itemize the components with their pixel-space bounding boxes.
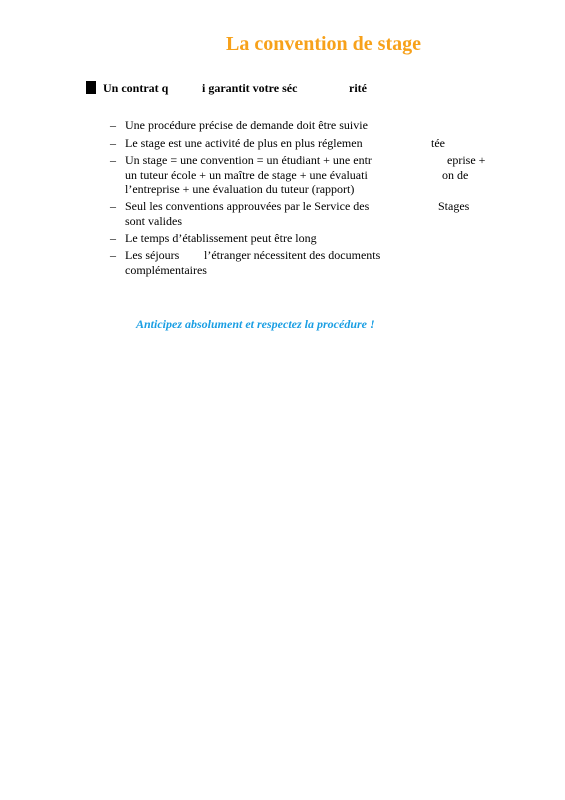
page-title: La convention de stage (226, 33, 421, 55)
square-bullet-icon (86, 81, 96, 94)
list-item-text: Le temps d’établissement peut être long (125, 231, 317, 245)
list-item-text-fragment: Stages (438, 199, 470, 213)
dash-bullet: – (110, 248, 116, 262)
list-item-text: complémentaires (125, 263, 207, 277)
list-item-text: Une procédure précise de demande doit être suivie (125, 118, 368, 132)
dash-bullet: – (110, 199, 116, 213)
section-heading-part-1: Un contrat q (103, 81, 169, 95)
dash-bullet: – (110, 136, 116, 150)
list-item-text-fragment: on de (442, 168, 469, 182)
list-item-text-fragment: eprise + (447, 153, 486, 167)
dash-bullet: – (110, 231, 116, 245)
list-item-text: Les séjours (125, 248, 180, 262)
dash-bullet: – (110, 118, 116, 132)
list-item-text: Le stage est une activité de plus en plus réglemen (125, 136, 363, 150)
list-item-text: un tuteur école + un maître de stage + une évaluati (125, 168, 368, 182)
section-heading-part-3: rité (349, 81, 367, 95)
list-item-text-fragment: l’étranger nécessitent des documents (204, 248, 381, 262)
list-item-text: sont valides (125, 214, 182, 228)
list-item-text: l’entreprise + une évaluation du tuteur (rapport) (125, 182, 355, 196)
list-item-text: Un stage = une convention = un étudiant + une entr (125, 153, 372, 167)
emphasis-note: Anticipez absolument et respectez la procédure ! (136, 317, 375, 331)
list-item-text-fragment: tée (431, 136, 445, 150)
list-item-text: Seul les conventions approuvées par le Service des (125, 199, 370, 213)
dash-bullet: – (110, 153, 116, 167)
section-heading-part-2: i garantit votre séc (202, 81, 298, 95)
